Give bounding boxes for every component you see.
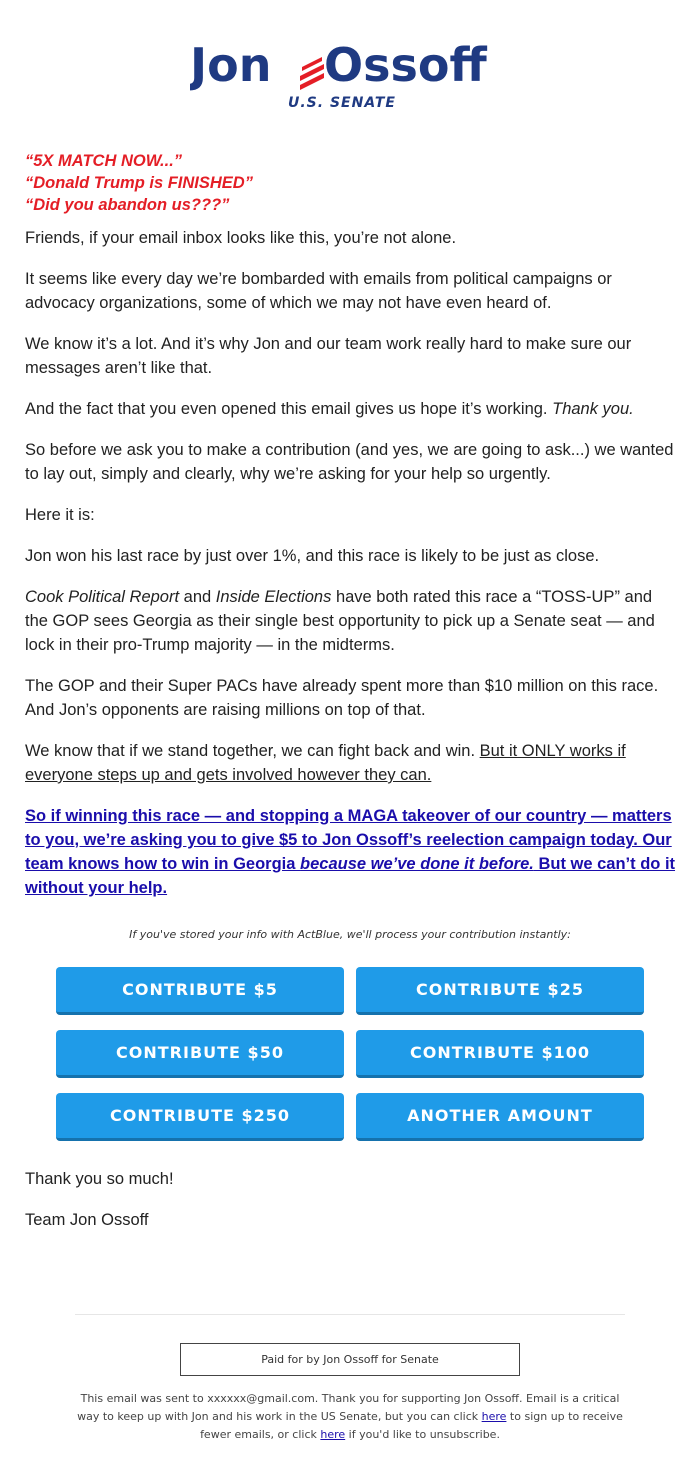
subject-line-3: “Did you abandon us???” <box>25 196 230 214</box>
paragraph-toss-up <box>25 585 677 657</box>
steps-up-underlined: But it ONLY works if everyone steps up and gets involved however they can. <box>25 742 626 784</box>
footer-divider <box>75 1314 625 1315</box>
fewer-emails-link[interactable]: here <box>481 1410 507 1423</box>
logo-last-name: Ossoff <box>324 38 487 92</box>
paragraph-before-we-ask: So before we ask you to make a contribution (and yes, we are going to ask...) we wanted to lay out, simply and clearly, why we’re asking for your help so urgently. <box>25 441 674 483</box>
paragraph-a-lot: We know it’s a lot. And it’s why Jon and our team work really hard to make sure our messages aren’t like that. <box>25 335 632 377</box>
toss-up-and: and <box>179 588 216 606</box>
contribute-250-button[interactable]: CONTRIBUTE $250 <box>56 1093 344 1141</box>
paragraph-last-race: Jon won his last race by just over 1%, and this race is likely to be just as close. <box>25 547 600 565</box>
paragraph-super-pacs: The GOP and their Super PACs have already spent more than $10 million on this race. And Jon’s opponents are raising millions on top of that. <box>25 677 659 719</box>
logo-first-name: Jon <box>190 38 272 92</box>
paragraph-inbox: Friends, if your email inbox looks like this, you’re not alone. <box>25 229 457 247</box>
logo-graphic <box>190 36 510 116</box>
paragraph-stand-together <box>25 739 677 787</box>
signoff-team: Team Jon Ossoff <box>25 1211 149 1229</box>
email-body <box>25 150 677 900</box>
contribute-25-button[interactable]: CONTRIBUTE $25 <box>356 967 644 1015</box>
signoff <box>25 1167 174 1249</box>
footer-text-3: if you'd like to unsubscribe. <box>345 1428 500 1441</box>
cta-text-c: But we can’t do it without your help. <box>25 855 676 897</box>
paragraph-bombarded: It seems like every day we’re bombarded with emails from political campaigns or advocacy organizations, some of which we may not have even heard of. <box>25 270 612 312</box>
contribute-100-button[interactable]: CONTRIBUTE $100 <box>356 1030 644 1078</box>
inside-elections: Inside Elections <box>215 588 332 606</box>
donate-cta-link[interactable] <box>25 804 677 900</box>
paragraph-here-it-is: Here it is: <box>25 506 95 524</box>
footer-text-1: This email was sent to xxxxxx@gmail.com. Thank you for supporting Jon Ossoff. Email is a critical way to keep up with Jon and his work in the US Senate, but you can click <box>77 1392 620 1423</box>
unsubscribe-link[interactable]: here <box>320 1428 346 1441</box>
paragraph-hope <box>25 397 677 421</box>
logo-office: U.S. SENATE <box>288 95 396 111</box>
another-amount-button[interactable]: ANOTHER AMOUNT <box>356 1093 644 1141</box>
contribute-50-button[interactable]: CONTRIBUTE $50 <box>56 1030 344 1078</box>
paid-for-disclaimer: Paid for by Jon Ossoff for Senate <box>180 1343 520 1376</box>
toss-up-text: have both rated this race a “TOSS-UP” and the GOP sees Georgia as their single best opportunity to pick up a Senate seat — and lock in their pro-Trump majority — in the midterms. <box>25 588 655 654</box>
subject-line-1: “5X MATCH NOW...” <box>25 152 183 170</box>
thank-you-emphasis: Thank you. <box>552 400 634 418</box>
contribute-5-button[interactable]: CONTRIBUTE $5 <box>56 967 344 1015</box>
cook-political-report: Cook Political Report <box>25 588 180 606</box>
paragraph-hope-text: And the fact that you even opened this email gives us hope it’s working. <box>25 400 553 418</box>
cta-text-a: So if winning this race — and stopping a MAGA takeover of our country — matters to you, we’re asking you to give $5 to Jon Ossoff’s reelection campaign today. Our team knows how to win in Georgia <box>25 807 672 873</box>
actblue-note: If you've stored your info with ActBlue, we'll process your contribution instantly: <box>129 928 571 941</box>
subject-line-2: “Donald Trump is FINISHED” <box>25 174 253 192</box>
stand-together-text: We know that if we stand together, we can fight back and win. <box>25 742 480 760</box>
flag-stripes-icon <box>300 57 324 90</box>
campaign-logo <box>0 36 700 116</box>
subject-line-examples <box>25 150 677 216</box>
signoff-thanks: Thank you so much! <box>25 1170 174 1188</box>
cta-text-italic: because we’ve done it before. <box>300 855 534 873</box>
footer-text-2: to sign up to receive fewer emails, or click <box>200 1410 623 1441</box>
footer-text <box>70 1390 630 1444</box>
